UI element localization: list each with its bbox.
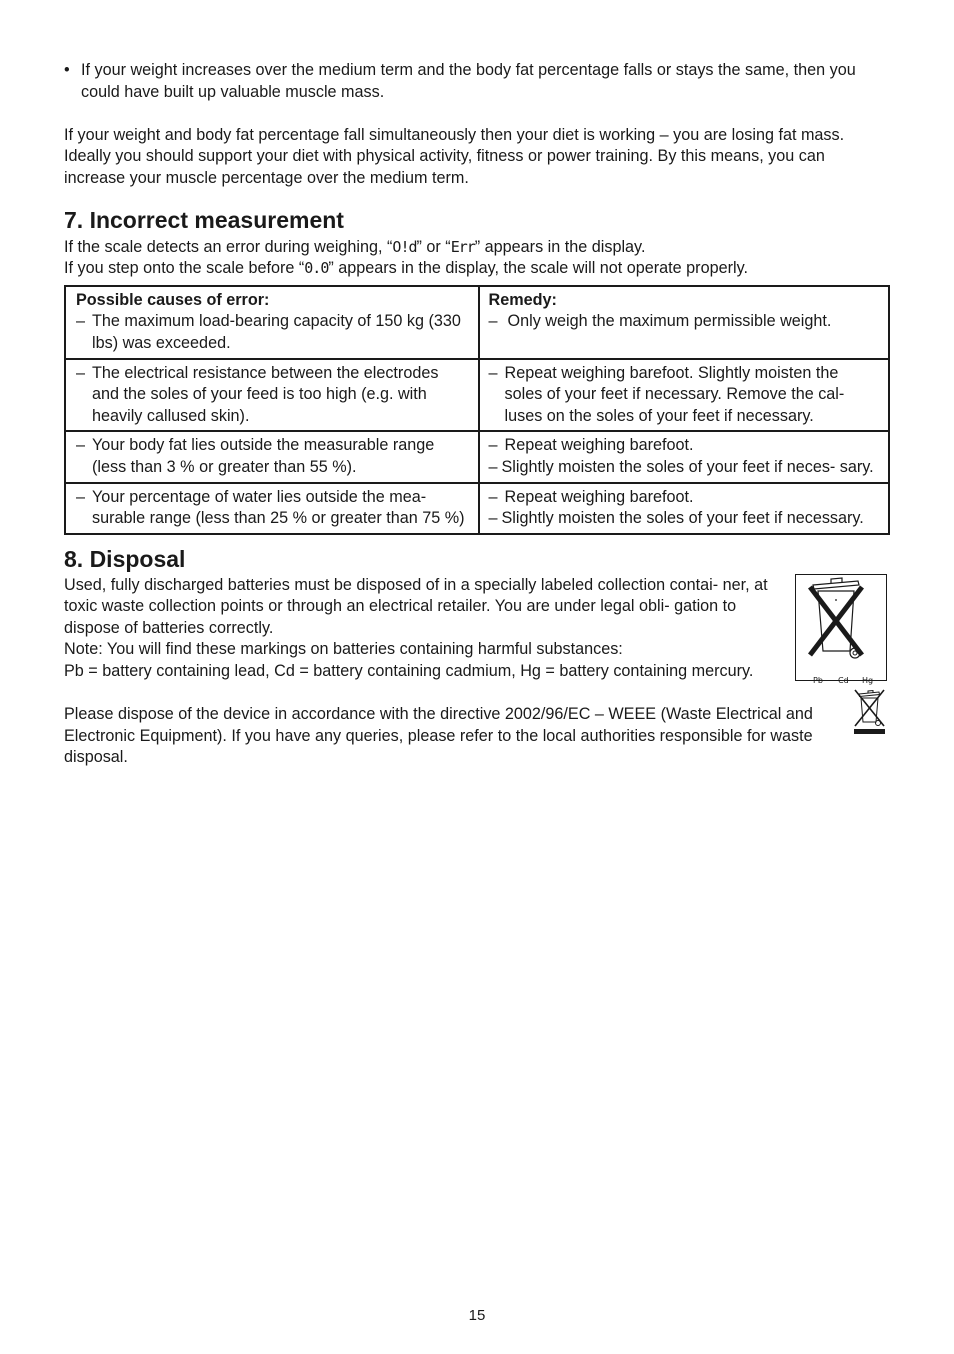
- battery-marking-note: Note: You will find these markings on batteries containing harmful substances:: [64, 640, 623, 659]
- display-code-zero: 0.0: [304, 259, 329, 278]
- cause-cell: [65, 359, 479, 432]
- remedy-text: – Slightly moisten the soles of your feet if neces- sary.: [489, 457, 881, 479]
- cause-cell: [65, 431, 479, 482]
- diet-paragraph: If your weight and body fat percentage fall simultaneously then your diet is working – you are losing fat mass. Ideally you should support your diet with physical activity, fitness or power training. By this means, you can increase your muscle percentage over the medium term.: [64, 125, 845, 187]
- remedy-text: – Only weigh the maximum permissible weight.: [489, 311, 881, 333]
- page-number: 15: [468, 1307, 486, 1324]
- weee-bin-icon: [851, 686, 889, 736]
- remedy-cell: [479, 286, 890, 359]
- pb-label: Pb: [813, 675, 823, 685]
- cause-text: – The maximum load-bearing capacity of 150 kg (330 lbs) was exceeded.: [76, 311, 468, 354]
- remedy-cell: [479, 359, 890, 432]
- table-row: [65, 286, 889, 359]
- cause-text: – The electrical resistance between the electrodes and the soles of your feed is too high (e.g. with heavily callused skin).: [76, 363, 468, 428]
- error-display-line: If the scale detects an error during weighing, “O!d” or “Err” appears in the display.: [64, 237, 646, 256]
- remedy-text: – Repeat weighing barefoot. Slightly moisten the soles of your feet if necessary. Remove the cal- luses on the soles of your feet if necessary.: [489, 363, 881, 428]
- section-7-title: 7. Incorrect measurement: [64, 206, 344, 233]
- display-code-err: Err: [450, 237, 475, 256]
- battery-disposal-paragraph: Used, fully discharged batteries must be disposed of in a specially labeled collection contai- ner, at toxic waste collection points or through an electrical retailer. You are under legal obli- gation to dispose of batteries correctly.: [64, 575, 768, 637]
- table-row: [65, 359, 889, 432]
- cause-text: – Your percentage of water lies outside the mea- surable range (less than 25 % or greater than 75 %): [76, 487, 468, 530]
- cause-cell: [65, 483, 479, 534]
- cause-cell: [65, 286, 479, 359]
- bullet-text: If your weight increases over the medium term and the body fat percentage falls or stays the same, then you could have built up valuable muscle mass.: [81, 61, 856, 101]
- remedy-cell: [479, 483, 890, 534]
- table-row: [65, 483, 889, 534]
- display-code-old: O!d: [392, 237, 417, 256]
- document-page: [64, 60, 890, 769]
- zero-display-line: If you step onto the scale before “0.0” appears in the display, the scale will not operate properly.: [64, 259, 748, 278]
- remedy-text: – Repeat weighing barefoot.: [489, 487, 881, 509]
- section-8-title: 8. Disposal: [64, 545, 186, 572]
- crossed-bin-icon: [796, 575, 886, 667]
- remedy-header: Remedy:: [488, 290, 557, 309]
- battery-bin-symbol: [795, 574, 887, 685]
- remedy-text: – Slightly moisten the soles of your feet if necessary.: [489, 508, 881, 530]
- remedy-cell: [479, 431, 890, 482]
- weee-paragraph: Please dispose of the device in accordance with the directive 2002/96/EC – WEEE (Waste Electrical and Electronic Equipment). If you have any queries, please refer to the local authorities responsible for waste disposal.: [64, 705, 813, 767]
- causes-header: Possible causes of error:: [76, 290, 270, 309]
- weee-disposal-block: [64, 704, 890, 769]
- battery-disposal-block: [64, 575, 890, 683]
- remedy-text: – Repeat weighing barefoot.: [489, 435, 881, 457]
- table-row: [65, 431, 889, 482]
- muscle-mass-bullet: [64, 60, 890, 103]
- error-table: [64, 285, 890, 535]
- cd-label: Cd: [838, 675, 849, 685]
- hg-label: Hg: [862, 675, 874, 685]
- cause-text: – Your body fat lies outside the measurable range (less than 3 % or greater than 55 %).: [76, 435, 468, 478]
- battery-marking-legend: Pb = battery containing lead, Cd = battery containing cadmium, Hg = battery containing mercury.: [64, 662, 754, 681]
